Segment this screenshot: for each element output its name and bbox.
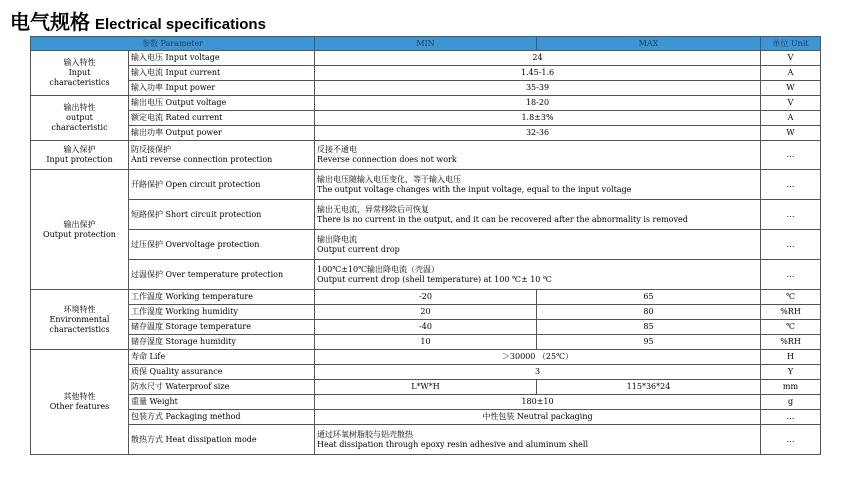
item-working-humidity: 工作湿度 Working humidity: [129, 305, 315, 320]
category-other-en: Other features: [49, 402, 110, 411]
desc-heat-dissipation-en: Heat dissipation through epoxy resin adhesive and aluminum shell: [317, 439, 588, 449]
item-short-circuit: 短路保护 Short circuit protection: [129, 200, 315, 230]
category-other-cn: 其他特性: [63, 392, 96, 401]
page-title: [10, 6, 266, 34]
item-rated-current: 额定电流 Rated current: [129, 111, 315, 126]
category-other: [31, 350, 129, 455]
unit-input-current: A: [761, 66, 821, 81]
max-storage-humidity: 95: [537, 335, 761, 350]
item-life: 寿命 Life: [129, 350, 315, 365]
desc-anti-reverse: [315, 141, 761, 170]
item-quality-assurance: 质保 Quality assurance: [129, 365, 315, 380]
item-storage-humidity: 储存湿度 Storage humidity: [129, 335, 315, 350]
min-waterproof-size: L*W*H: [315, 380, 537, 395]
desc-short-circuit-en: There is no current in the output, and it can be recovered after the abnormality is removed: [317, 214, 688, 224]
item-anti-reverse: [129, 141, 315, 170]
table-row: [31, 305, 821, 320]
item-overvoltage: 过压保护 Overvoltage protection: [129, 230, 315, 260]
unit-overvoltage: …: [761, 230, 821, 260]
table-row: [31, 126, 821, 141]
max-working-humidity: 80: [537, 305, 761, 320]
header-unit: 单位 Unit: [761, 37, 821, 51]
table-row: [31, 350, 821, 365]
table-header-row: [31, 37, 821, 51]
category-environment: [31, 290, 129, 350]
value-input-voltage: 24: [315, 51, 761, 66]
unit-open-circuit: …: [761, 170, 821, 200]
header-max: MAX: [537, 37, 761, 51]
value-output-voltage: 18-20: [315, 96, 761, 111]
item-anti-reverse-en: Anti reverse connection protection: [131, 155, 273, 164]
desc-over-temperature-cn: 100℃±10℃输出降电流（壳温）: [317, 264, 440, 274]
table-row: [31, 200, 821, 230]
category-environment-en1: Environmental: [49, 314, 110, 324]
min-working-temperature: -20: [315, 290, 537, 305]
item-working-temperature: 工作温度 Working temperature: [129, 290, 315, 305]
item-input-current: 输入电流 Input current: [129, 66, 315, 81]
unit-output-power: W: [761, 126, 821, 141]
unit-quality-assurance: Y: [761, 365, 821, 380]
min-storage-humidity: 10: [315, 335, 537, 350]
desc-overvoltage: [315, 230, 761, 260]
unit-packaging-method: …: [761, 410, 821, 425]
desc-over-temperature-en: Output current drop (shell temperature) at 100 ℃± 10 ℃: [317, 274, 552, 284]
category-output-en1: output: [66, 113, 93, 122]
max-storage-temperature: 85: [537, 320, 761, 335]
category-output-protection-cn: 输出保护: [63, 219, 96, 229]
table-row: [31, 320, 821, 335]
unit-input-voltage: V: [761, 51, 821, 66]
desc-short-circuit: [315, 200, 761, 230]
unit-life: H: [761, 350, 821, 365]
table-row: [31, 365, 821, 380]
item-open-circuit: 开路保护 Open circuit protection: [129, 170, 315, 200]
table-row: [31, 81, 821, 96]
item-weight: 重量 Weight: [129, 395, 315, 410]
category-output-cn: 输出特性: [63, 103, 96, 112]
table-row: [31, 66, 821, 81]
table-row: [31, 260, 821, 290]
category-input: [31, 51, 129, 96]
unit-weight: g: [761, 395, 821, 410]
desc-heat-dissipation-cn: 通过环氧树脂胶与铝壳散热: [317, 429, 413, 439]
value-life: ＞30000 （25℃）: [315, 350, 761, 365]
item-waterproof-size: 防水尺寸 Waterproof size: [129, 380, 315, 395]
desc-open-circuit: [315, 170, 761, 200]
unit-working-humidity: %RH: [761, 305, 821, 320]
min-working-humidity: 20: [315, 305, 537, 320]
table-row: [31, 141, 821, 170]
header-min: MIN: [315, 37, 537, 51]
unit-heat-dissipation: …: [761, 425, 821, 455]
unit-anti-reverse: …: [761, 141, 821, 170]
item-input-power: 输入功率 Input power: [129, 81, 315, 96]
desc-overvoltage-cn: 输出降电流: [317, 234, 357, 244]
category-output: [31, 96, 129, 141]
value-output-power: 32-36: [315, 126, 761, 141]
category-output-protection: [31, 170, 129, 290]
item-over-temperature: 过温保护 Over temperature protection: [129, 260, 315, 290]
unit-working-temperature: ℃: [761, 290, 821, 305]
unit-short-circuit: …: [761, 200, 821, 230]
desc-open-circuit-en: The output voltage changes with the input voltage, equal to the input voltage: [317, 184, 632, 194]
spec-table: [30, 36, 821, 455]
category-input-en1: Input: [68, 68, 91, 77]
value-input-current: 1.45-1.6: [315, 66, 761, 81]
table-row: [31, 290, 821, 305]
category-input-cn: 输入特性: [63, 58, 96, 67]
item-output-voltage: 输出电压 Output voltage: [129, 96, 315, 111]
table-row: [31, 111, 821, 126]
desc-open-circuit-cn: 输出电压随输入电压变化，等于输入电压: [317, 174, 461, 184]
value-quality-assurance: 3: [315, 365, 761, 380]
category-input-en2: characteristics: [49, 78, 110, 87]
title-en: Electrical specifications: [95, 16, 266, 33]
item-anti-reverse-cn: 防反接保护: [131, 145, 171, 154]
table-row: [31, 425, 821, 455]
category-output-en2: characteristic: [51, 123, 108, 132]
category-environment-cn: 环境特性: [63, 304, 96, 314]
unit-storage-humidity: %RH: [761, 335, 821, 350]
max-waterproof-size: 115*36*24: [537, 380, 761, 395]
value-weight: 180±10: [315, 395, 761, 410]
desc-short-circuit-cn: 输出无电流，异常移除后可恢复: [317, 204, 429, 214]
desc-anti-reverse-cn: 反接不通电: [317, 145, 357, 154]
max-working-temperature: 65: [537, 290, 761, 305]
item-packaging-method: 包装方式 Packaging method: [129, 410, 315, 425]
header-param: 参数 Parameter: [31, 37, 315, 51]
desc-heat-dissipation: [315, 425, 761, 455]
value-input-power: 35-39: [315, 81, 761, 96]
min-storage-temperature: -40: [315, 320, 537, 335]
table-row: [31, 410, 821, 425]
value-rated-current: 1.8±3%: [315, 111, 761, 126]
unit-output-voltage: V: [761, 96, 821, 111]
desc-overvoltage-en: Output current drop: [317, 244, 400, 254]
category-input-protection: [31, 141, 129, 170]
category-environment-en2: characteristics: [49, 324, 110, 334]
category-output-protection-en: Output protection: [43, 229, 116, 239]
item-input-voltage: 输入电压 Input voltage: [129, 51, 315, 66]
item-heat-dissipation: 散热方式 Heat dissipation mode: [129, 425, 315, 455]
table-row: [31, 170, 821, 200]
unit-storage-temperature: ℃: [761, 320, 821, 335]
category-input-protection-cn: 输入保护: [63, 145, 96, 154]
table-row: [31, 395, 821, 410]
table-row: [31, 230, 821, 260]
table-row: [31, 335, 821, 350]
desc-over-temperature: [315, 260, 761, 290]
table-row: [31, 96, 821, 111]
unit-over-temperature: …: [761, 260, 821, 290]
unit-rated-current: A: [761, 111, 821, 126]
item-storage-temperature: 储存温度 Storage temperature: [129, 320, 315, 335]
title-cn: 电气规格: [10, 10, 90, 34]
category-input-protection-en: Input protection: [46, 155, 113, 164]
unit-input-power: W: [761, 81, 821, 96]
table-row: [31, 380, 821, 395]
desc-anti-reverse-en: Reverse connection does not work: [317, 155, 457, 164]
table-row: [31, 51, 821, 66]
unit-waterproof-size: mm: [761, 380, 821, 395]
item-output-power: 输出功率 Output power: [129, 126, 315, 141]
value-packaging-method: 中性包装 Neutral packaging: [315, 410, 761, 425]
